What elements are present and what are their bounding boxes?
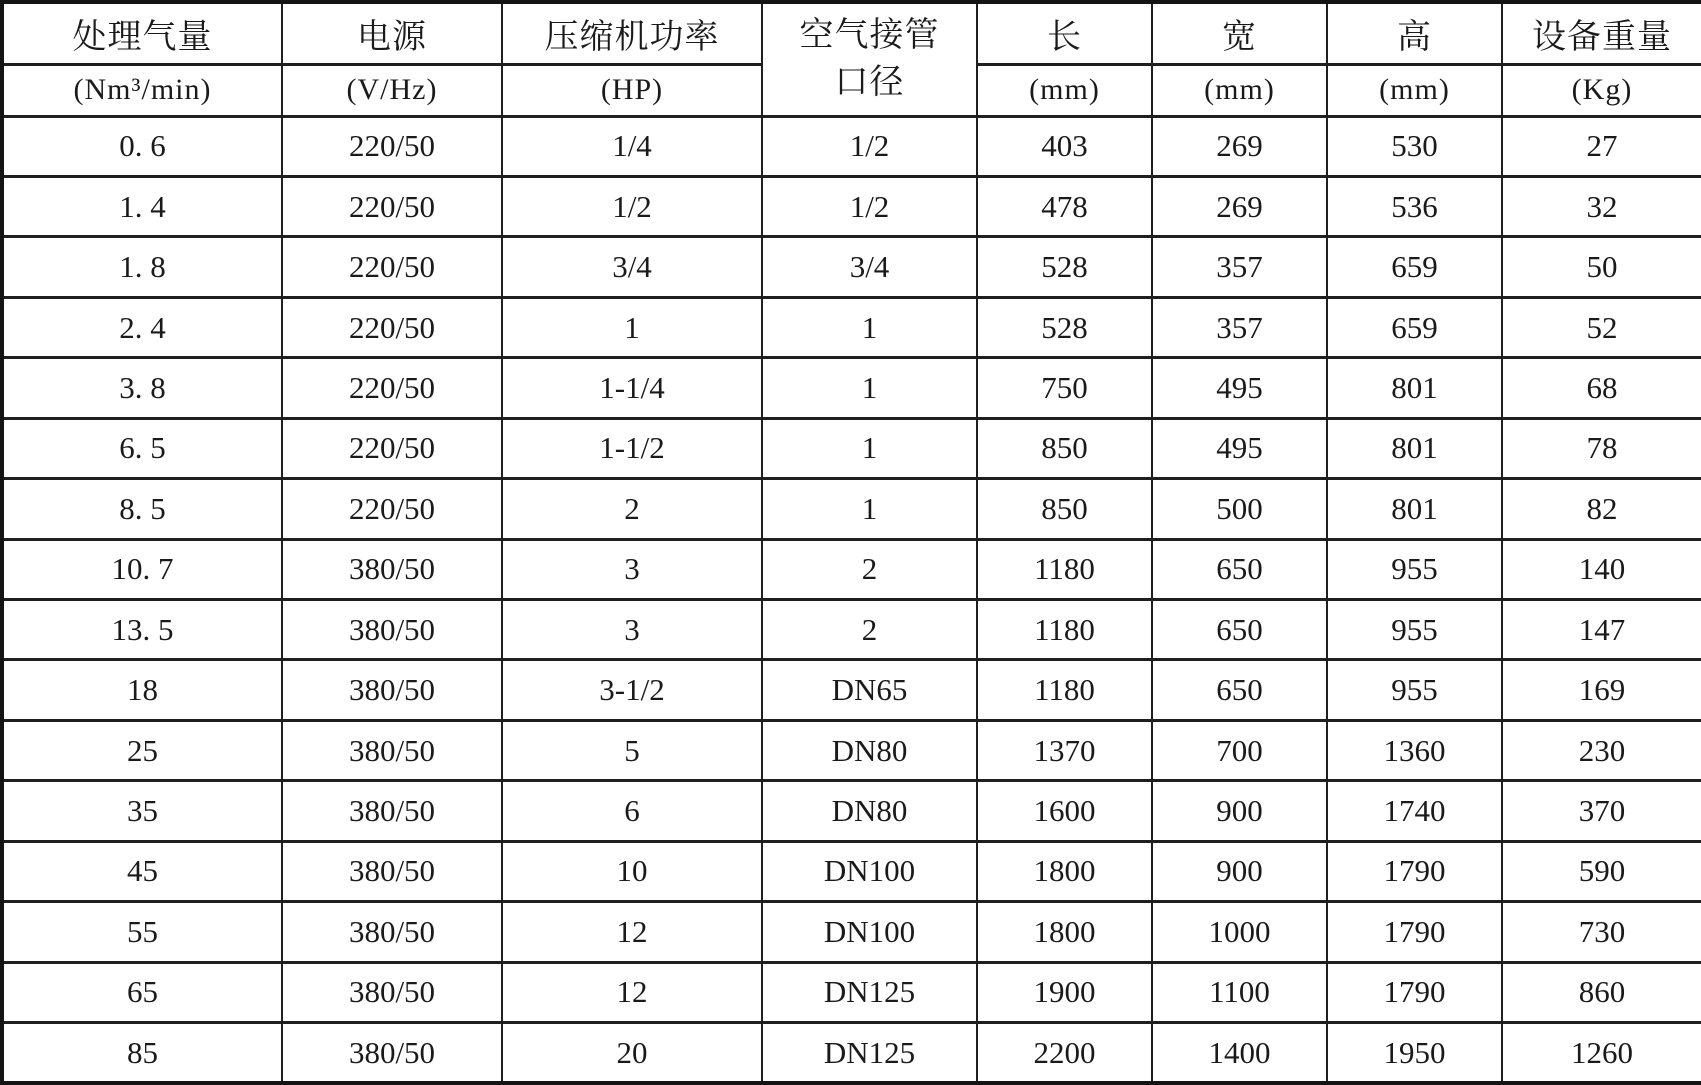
table-cell: 269 [1152, 176, 1327, 236]
table-cell: DN125 [762, 1023, 977, 1083]
table-cell: 659 [1327, 297, 1502, 357]
table-cell: 220/50 [282, 479, 502, 539]
table-cell: 528 [977, 297, 1152, 357]
table-cell: 1260 [1502, 1023, 1701, 1083]
table-cell: 1-1/4 [502, 358, 762, 418]
table-row [2, 539, 1701, 599]
table-cell: DN100 [762, 902, 977, 962]
table-cell: 536 [1327, 176, 1502, 236]
spec-table-header [2, 2, 1701, 116]
table-row [2, 962, 1701, 1022]
table-cell: 25 [2, 720, 282, 780]
table-cell: 10 [502, 841, 762, 901]
table-cell: 52 [1502, 297, 1701, 357]
table-row [2, 358, 1701, 418]
table-cell: 5 [502, 720, 762, 780]
table-cell: 659 [1327, 237, 1502, 297]
table-cell: 380/50 [282, 781, 502, 841]
table-row [2, 902, 1701, 962]
table-cell: 68 [1502, 358, 1701, 418]
table-cell: 1. 4 [2, 176, 282, 236]
table-cell: 1-1/2 [502, 418, 762, 478]
table-cell: 1. 8 [2, 237, 282, 297]
table-row [2, 116, 1701, 176]
table-row [2, 297, 1701, 357]
table-cell: 220/50 [282, 176, 502, 236]
table-cell: 1370 [977, 720, 1152, 780]
table-cell: DN80 [762, 720, 977, 780]
table-cell: DN80 [762, 781, 977, 841]
table-cell: 801 [1327, 358, 1502, 418]
table-cell: 220/50 [282, 418, 502, 478]
table-cell: 85 [2, 1023, 282, 1083]
table-cell: 1790 [1327, 902, 1502, 962]
table-cell: 13. 5 [2, 600, 282, 660]
table-cell: 500 [1152, 479, 1327, 539]
table-cell: 169 [1502, 660, 1701, 720]
table-cell: 12 [502, 902, 762, 962]
table-cell: DN125 [762, 962, 977, 1022]
table-row [2, 1023, 1701, 1083]
table-cell: 20 [502, 1023, 762, 1083]
table-cell: 955 [1327, 600, 1502, 660]
table-cell: DN100 [762, 841, 977, 901]
table-cell: 65 [2, 962, 282, 1022]
table-cell: 1/2 [762, 176, 977, 236]
table-cell: 1950 [1327, 1023, 1502, 1083]
unit-gas-volume: (Nm³/min) [2, 64, 282, 116]
table-cell: 2 [502, 479, 762, 539]
table-cell: 230 [1502, 720, 1701, 780]
table-cell: 269 [1152, 116, 1327, 176]
table-cell: 147 [1502, 600, 1701, 660]
table-cell: 380/50 [282, 1023, 502, 1083]
table-cell: 1180 [977, 660, 1152, 720]
table-cell: 0. 6 [2, 116, 282, 176]
table-cell: 1400 [1152, 1023, 1327, 1083]
table-cell: 700 [1152, 720, 1327, 780]
table-cell: 1 [762, 358, 977, 418]
table-cell: 801 [1327, 418, 1502, 478]
table-cell: 900 [1152, 781, 1327, 841]
table-row [2, 720, 1701, 780]
table-cell: 3 [502, 539, 762, 599]
table-cell: 1 [762, 418, 977, 478]
table-cell: 380/50 [282, 841, 502, 901]
table-cell: 3-1/2 [502, 660, 762, 720]
table-cell: 650 [1152, 539, 1327, 599]
table-cell: 528 [977, 237, 1152, 297]
table-cell: 403 [977, 116, 1152, 176]
table-cell: 730 [1502, 902, 1701, 962]
table-cell: 955 [1327, 660, 1502, 720]
table-cell: 6 [502, 781, 762, 841]
unit-width: (mm) [1152, 64, 1327, 116]
table-cell: 140 [1502, 539, 1701, 599]
col-header-width: 宽 [1152, 2, 1327, 64]
table-cell: 1/4 [502, 116, 762, 176]
unit-power-supply: (V/Hz) [282, 64, 502, 116]
table-cell: 357 [1152, 237, 1327, 297]
table-cell: 220/50 [282, 237, 502, 297]
table-cell: 1180 [977, 539, 1152, 599]
spec-table-body [2, 116, 1701, 1083]
col-header-air-pipe-diameter [762, 2, 977, 116]
table-cell: 1790 [1327, 962, 1502, 1022]
table-row [2, 660, 1701, 720]
table-cell: 1180 [977, 600, 1152, 660]
col-header-air-pipe-line1: 空气接管 [799, 16, 940, 54]
table-row [2, 479, 1701, 539]
unit-height: (mm) [1327, 64, 1502, 116]
table-cell: 32 [1502, 176, 1701, 236]
table-cell: 3. 8 [2, 358, 282, 418]
table-cell: 650 [1152, 660, 1327, 720]
table-cell: 370 [1502, 781, 1701, 841]
table-cell: 900 [1152, 841, 1327, 901]
table-cell: 380/50 [282, 962, 502, 1022]
table-cell: 220/50 [282, 358, 502, 418]
table-cell: 78 [1502, 418, 1701, 478]
table-cell: 1 [762, 479, 977, 539]
table-cell: 2200 [977, 1023, 1152, 1083]
table-row [2, 841, 1701, 901]
table-cell: 380/50 [282, 539, 502, 599]
table-row [2, 600, 1701, 660]
table-cell: 3 [502, 600, 762, 660]
unit-compressor-power: (HP) [502, 64, 762, 116]
table-cell: 380/50 [282, 600, 502, 660]
table-cell: 1000 [1152, 902, 1327, 962]
table-cell: 55 [2, 902, 282, 962]
table-cell: 1900 [977, 962, 1152, 1022]
col-header-equipment-weight: 设备重量 [1502, 2, 1701, 64]
table-cell: 220/50 [282, 297, 502, 357]
table-row [2, 418, 1701, 478]
table-cell: 1600 [977, 781, 1152, 841]
table-cell: 590 [1502, 841, 1701, 901]
table-cell: 10. 7 [2, 539, 282, 599]
col-header-length: 长 [977, 2, 1152, 64]
table-cell: 1800 [977, 841, 1152, 901]
table-cell: 530 [1327, 116, 1502, 176]
header-name-row [2, 2, 1701, 64]
table-cell: 1 [762, 297, 977, 357]
table-cell: 650 [1152, 600, 1327, 660]
table-cell: 45 [2, 841, 282, 901]
col-header-gas-volume: 处理气量 [2, 2, 282, 64]
table-cell: 1/2 [502, 176, 762, 236]
table-cell: 18 [2, 660, 282, 720]
table-cell: 860 [1502, 962, 1701, 1022]
col-header-air-pipe-line2: 口径 [834, 64, 905, 102]
table-cell: 3/4 [502, 237, 762, 297]
unit-equipment-weight: (Kg) [1502, 64, 1701, 116]
table-cell: 495 [1152, 358, 1327, 418]
table-cell: 478 [977, 176, 1152, 236]
table-cell: 50 [1502, 237, 1701, 297]
table-cell: 850 [977, 418, 1152, 478]
table-cell: 750 [977, 358, 1152, 418]
table-cell: 495 [1152, 418, 1327, 478]
table-cell: 380/50 [282, 720, 502, 780]
table-cell: 220/50 [282, 116, 502, 176]
table-cell: 357 [1152, 297, 1327, 357]
table-cell: 1740 [1327, 781, 1502, 841]
table-cell: 2. 4 [2, 297, 282, 357]
table-cell: 1/2 [762, 116, 977, 176]
table-cell: 35 [2, 781, 282, 841]
table-cell: 1100 [1152, 962, 1327, 1022]
table-cell: 2 [762, 600, 977, 660]
table-cell: 27 [1502, 116, 1701, 176]
table-cell: 2 [762, 539, 977, 599]
table-row [2, 176, 1701, 236]
table-cell: 12 [502, 962, 762, 1022]
table-cell: 1 [502, 297, 762, 357]
table-cell: 955 [1327, 539, 1502, 599]
table-cell: 380/50 [282, 660, 502, 720]
table-row [2, 781, 1701, 841]
unit-length: (mm) [977, 64, 1152, 116]
table-cell: 1800 [977, 902, 1152, 962]
col-header-power-supply: 电源 [282, 2, 502, 64]
col-header-height: 高 [1327, 2, 1502, 64]
table-cell: 3/4 [762, 237, 977, 297]
table-cell: 8. 5 [2, 479, 282, 539]
table-cell: 1790 [1327, 841, 1502, 901]
col-header-compressor-power: 压缩机功率 [502, 2, 762, 64]
table-cell: 1360 [1327, 720, 1502, 780]
table-cell: 6. 5 [2, 418, 282, 478]
table-cell: 850 [977, 479, 1152, 539]
table-cell: 380/50 [282, 902, 502, 962]
table-cell: 82 [1502, 479, 1701, 539]
table-row [2, 237, 1701, 297]
table-cell: DN65 [762, 660, 977, 720]
table-cell: 801 [1327, 479, 1502, 539]
